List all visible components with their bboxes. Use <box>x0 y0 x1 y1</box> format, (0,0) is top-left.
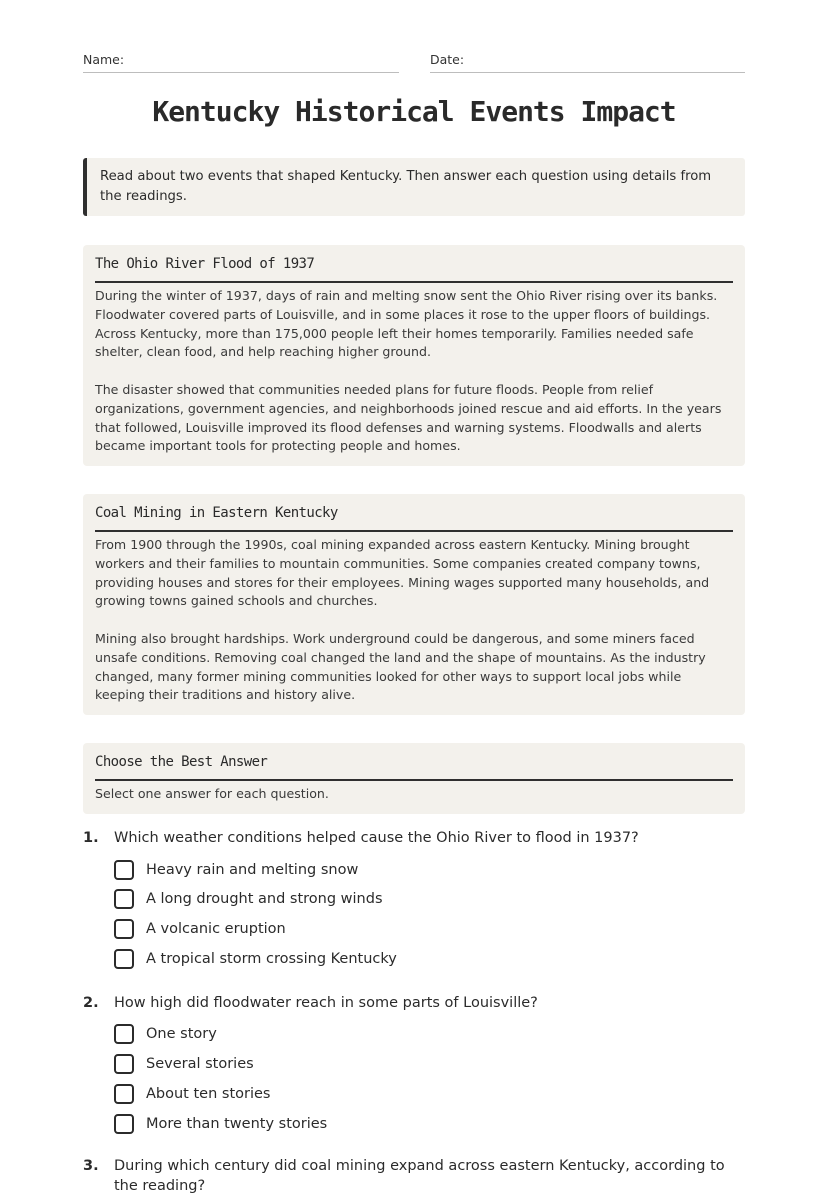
answer-option[interactable] <box>114 1022 734 1046</box>
option-label: A long drought and strong winds <box>146 891 383 907</box>
passage-heading: Coal Mining in Eastern Kentucky <box>95 494 733 532</box>
checkbox[interactable] <box>114 889 134 909</box>
passage-paragraph: During the winter of 1937, days of rain and melting snow sent the Ohio River rising over its banks. Floodwater covered parts of Louisville, and in some places it rose to the upper floors of buildings. Across Kentucky, more than 175,000 people left their homes temporarily. Families needed safe shelter, clean food, and help reaching higher ground. <box>95 288 718 360</box>
passage-heading: The Ohio River Flood of 1937 <box>95 245 733 283</box>
page-title: Kentucky Historical Events Impact <box>152 95 676 128</box>
passage-ohio-flood <box>83 245 745 466</box>
answer-option[interactable] <box>114 917 734 941</box>
section-subtitle: Select one answer for each question. <box>95 786 329 801</box>
checkbox[interactable] <box>114 1054 134 1074</box>
question-number: 3. <box>83 1158 99 1174</box>
option-label: Heavy rain and melting snow <box>146 862 359 878</box>
header-fields <box>83 52 745 74</box>
answer-option[interactable] <box>114 947 734 971</box>
question-number: 1. <box>83 830 99 846</box>
question-text: How high did floodwater reach in some parts of Louisville? <box>114 995 538 1011</box>
instructions-box: Read about two events that shaped Kentucky. Then answer each question using details from the readings. <box>83 158 745 216</box>
option-label: A volcanic eruption <box>146 921 286 937</box>
question-2 <box>83 993 745 1132</box>
checkbox[interactable] <box>114 1114 134 1134</box>
checkbox[interactable] <box>114 949 134 969</box>
question-number: 2. <box>83 995 99 1011</box>
option-label: More than twenty stories <box>146 1116 328 1132</box>
passage-paragraph: From 1900 through the 1990s, coal mining expanded across eastern Kentucky. Mining brought workers and their families to mountain communities. Some companies created company towns, providing houses and stores for their employees. Mining wages supported many households, and growing towns gained schools and churches. <box>95 537 710 609</box>
checkbox[interactable] <box>114 919 134 939</box>
answer-option[interactable] <box>114 887 734 911</box>
answer-option[interactable] <box>114 1082 734 1106</box>
question-text: Which weather conditions helped cause the Ohio River to flood in 1937? <box>114 830 639 846</box>
date-label: Date: <box>430 52 465 67</box>
checkbox[interactable] <box>114 1024 134 1044</box>
section-heading: Choose the Best Answer <box>95 743 733 781</box>
checkbox[interactable] <box>114 1084 134 1104</box>
option-label: Several stories <box>146 1056 254 1072</box>
checkbox[interactable] <box>114 860 134 880</box>
name-field[interactable] <box>83 52 399 73</box>
question-1 <box>83 828 745 967</box>
question-3 <box>83 1156 745 1194</box>
option-label: One story <box>146 1026 217 1042</box>
date-field[interactable] <box>430 52 745 73</box>
passage-paragraph: The disaster showed that communities needed plans for future floods. People from relief organizations, government agencies, and neighborhoods joined rescue and aid efforts. In the years that followed, Louisville improved its flood defenses and warning systems. Floodwalls and alerts became important tools for protecting people and homes. <box>95 381 722 454</box>
answer-option[interactable] <box>114 1112 734 1136</box>
option-label: About ten stories <box>146 1086 271 1102</box>
section-choose-best-answer <box>83 743 745 814</box>
question-text: During which century did coal mining expand across eastern Kentucky, according to the reading? <box>114 1158 725 1194</box>
answer-option[interactable] <box>114 1052 734 1076</box>
option-label: A tropical storm crossing Kentucky <box>146 951 397 967</box>
name-label: Name: <box>83 52 125 67</box>
passage-paragraph: Mining also brought hardships. Work underground could be dangerous, and some miners faced unsafe conditions. Removing coal changed the land and the shape of mountains. As the industry changed, many former mining communities looked for other ways to support local jobs while keeping their traditions and history alive. <box>95 630 706 703</box>
passage-coal-mining <box>83 494 745 715</box>
answer-option[interactable] <box>114 858 734 882</box>
